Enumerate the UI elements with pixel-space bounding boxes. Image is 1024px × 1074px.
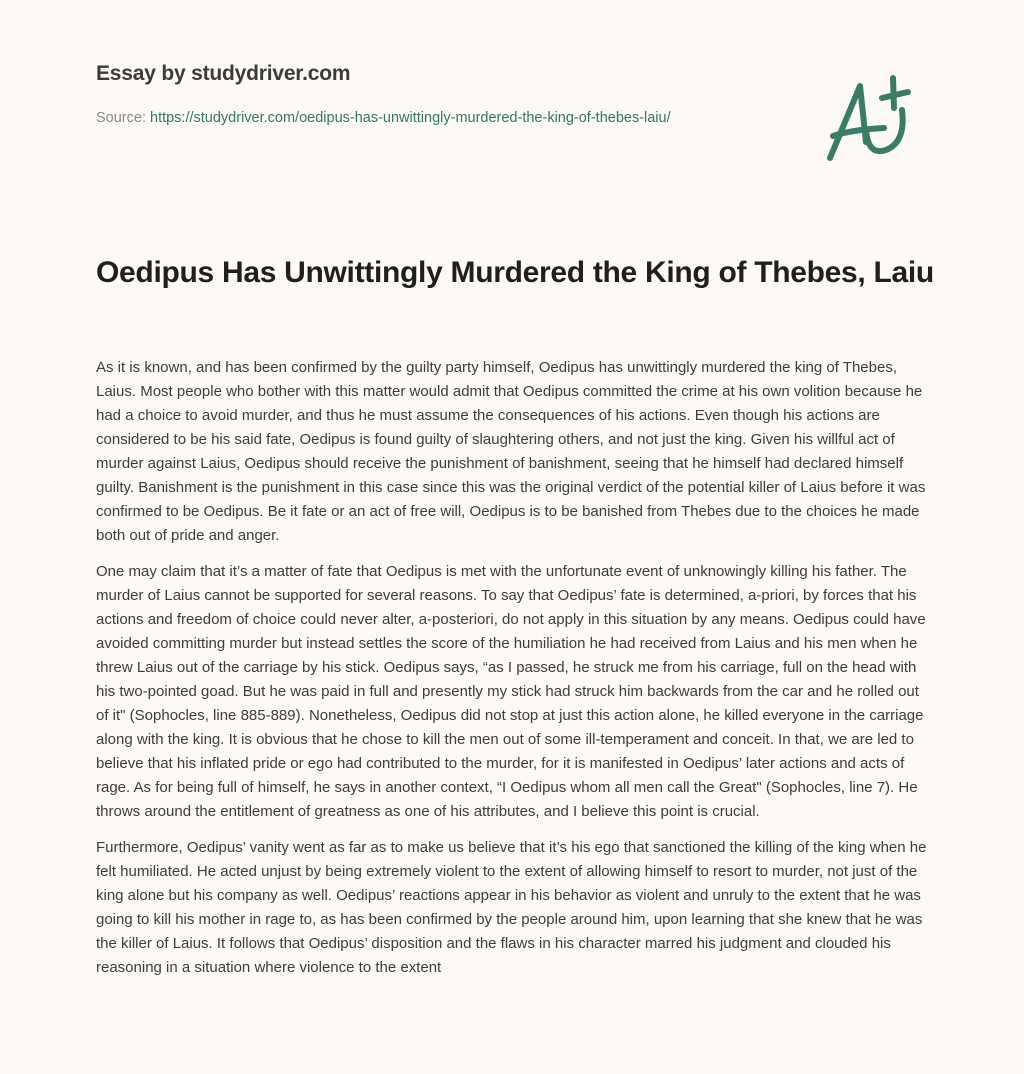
- a-plus-grade-icon: [820, 70, 930, 165]
- paragraph: As it is known, and has been confirmed by the guilty party himself, Oedipus has unwittingly murdered the king of Thebes, Laius. Most people who bother with this matter would admit that Oedipus committed the crime at his own volition because he had a choice to avoid murder, and thus he must assume the consequences of his actions. Even though his actions are considered to be his said fate, Oedipus is found guilty of slaughtering others, and not just the king. Given his willful act of murder against Laius, Oedipus should receive the punishment of banishment, seeing that he himself had declared himself guilty. Banishment is the punishment in this case since this was the original verdict of the potential killer of Laius before it was confirmed to be Oedipus. Be it fate or an act of free will, Oedipus is to be banished from Thebes due to the choices he made both out of pride and anger.: [96, 359, 926, 544]
- article-body: [96, 356, 932, 992]
- paragraph: Furthermore, Oedipus’ vanity went as far as to make us believe that it’s his ego that sanctioned the killing of the king when he felt humiliated. He acted unjust by being extremely violent to the extent of allowing himself to resort to murder, not just of the king alone but his company as well. Oedipus’ reactions appear in his behavior as violent and unruly to the extent that he was going to kill his mother in rage to, as has been confirmed by the people around him, upon learning that she knew that he was the killer of Laius. It follows that Oedipus’ disposition and the flaws in his character marred his judgment and clouded his reasoning in a situation where violence to the extent: [96, 839, 927, 976]
- brand-title: Essay by studydriver.com: [96, 62, 351, 85]
- source-line: [96, 106, 756, 130]
- paragraph: One may claim that it’s a matter of fate that Oedipus is met with the unfortunate event of unknowingly killing his father. The murder of Laius cannot be supported for several reasons. To say that Oedipus’ fate is determined, a-priori, by forces that his actions and freedom of choice could never alter, a-posteriori, do not apply in this situation by any means. Oedipus could have avoided committing murder but instead settles the score of the humiliation he had received from Laius and his men when he threw Laius out of the carriage by his stick. Oedipus says, “as I passed, he struck me from his carriage, full on the head with his two-pointed goad. But he was paid in full and presently my stick had struck him backwards from the car and he rolled out of it" (Sophocles, line 885-889). Nonetheless, Oedipus did not stop at just this action alone, he killed everyone in the carriage along with the king. It is obvious that he chose to kill the men out of some ill-temperament and conceit. In that, we are led to believe that his inflated pride or ego had contributed to the murder, for it is manifested in Oedipus’ later actions and acts of rage. As for being full of himself, he says in another context, “I Oedipus whom all men call the Great" (Sophocles, line 7). He throws around the entitlement of greatness as one of his attributes, and I believe this point is crucial.: [96, 563, 926, 820]
- source-link[interactable]: https://studydriver.com/oedipus-has-unwittingly-murdered-the-king-of-thebes-laiu/: [150, 110, 671, 126]
- article-title: Oedipus Has Unwittingly Murdered the King of Thebes, Laiu: [96, 256, 934, 289]
- page-header: [96, 62, 796, 130]
- source-label: Source:: [96, 110, 150, 126]
